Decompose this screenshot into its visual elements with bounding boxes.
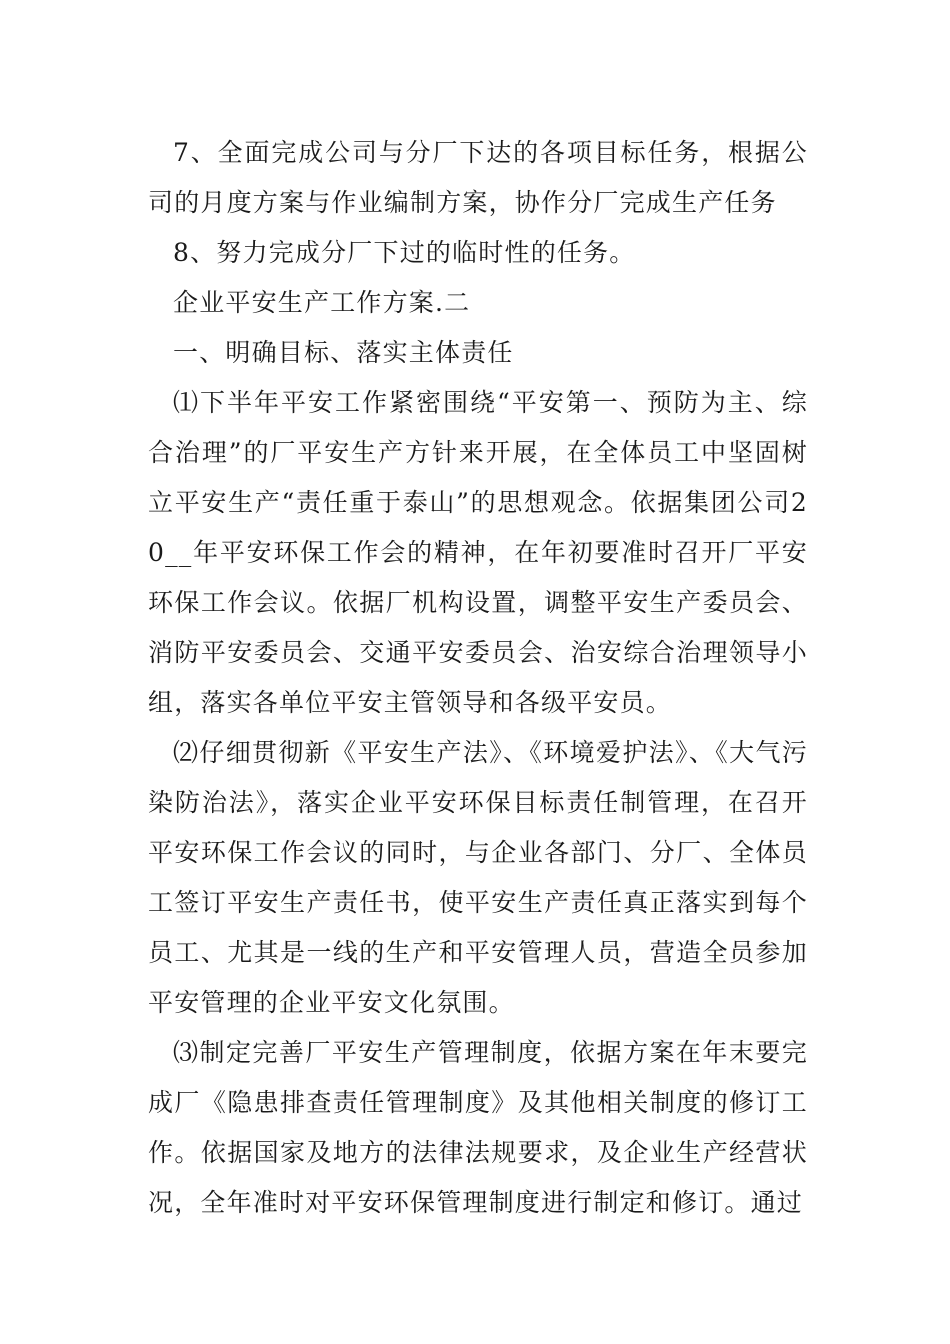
- paragraph-item-8: 8、努力完成分厂下过的临时性的任务。: [173, 238, 636, 267]
- section-heading-1: 一、明确目标、落实主体责任: [173, 338, 514, 367]
- paragraph-point-1: ⑴下半年平安工作紧密围绕“平安第一、预防为主、综合治理”的厂平安生产方针来开展，在全体员工中坚固树立平安生产“责任重于泰山”的思想观念。依据集团公司20__年平安环保工作会的精神，在年初要准时召开厂平安环保工作会议。依据厂机构设置，调整平安生产委员会、消防平安委员会、交通平安委员会、治安综合治理领导小组，落实各单位平安主管领导和各级平安员。: [148, 388, 808, 717]
- paragraph-point-3: ⑶制定完善厂平安生产管理制度，依据方案在年末要完成厂《隐患排查责任管理制度》及其他相关制度的修订工作。依据国家及地方的法律法规要求，及企业生产经营状况，全年准时对平安环保管理制度进行制定和修订。通过: [148, 1038, 808, 1217]
- paragraph-point-2: ⑵仔细贯彻新《平安生产法》、《环境爱护法》、《大气污染防治法》，落实企业平安环保目标责任制管理，在召开平安环保工作会议的同时，与企业各部门、分厂、全体员工签订平安生产责任书，使平安生产责任真正落实到每个员工、尤其是一线的生产和平安管理人员，营造全员参加平安管理的企业平安文化氛围。: [148, 738, 808, 1017]
- document-page: [148, 128, 808, 1228]
- paragraph-item-7: 7、全面完成公司与分厂下达的各项目标任务，根据公司的月度方案与作业编制方案，协作分厂完成生产任务: [148, 138, 808, 217]
- section-title: 企业平安生产工作方案.二: [173, 288, 471, 317]
